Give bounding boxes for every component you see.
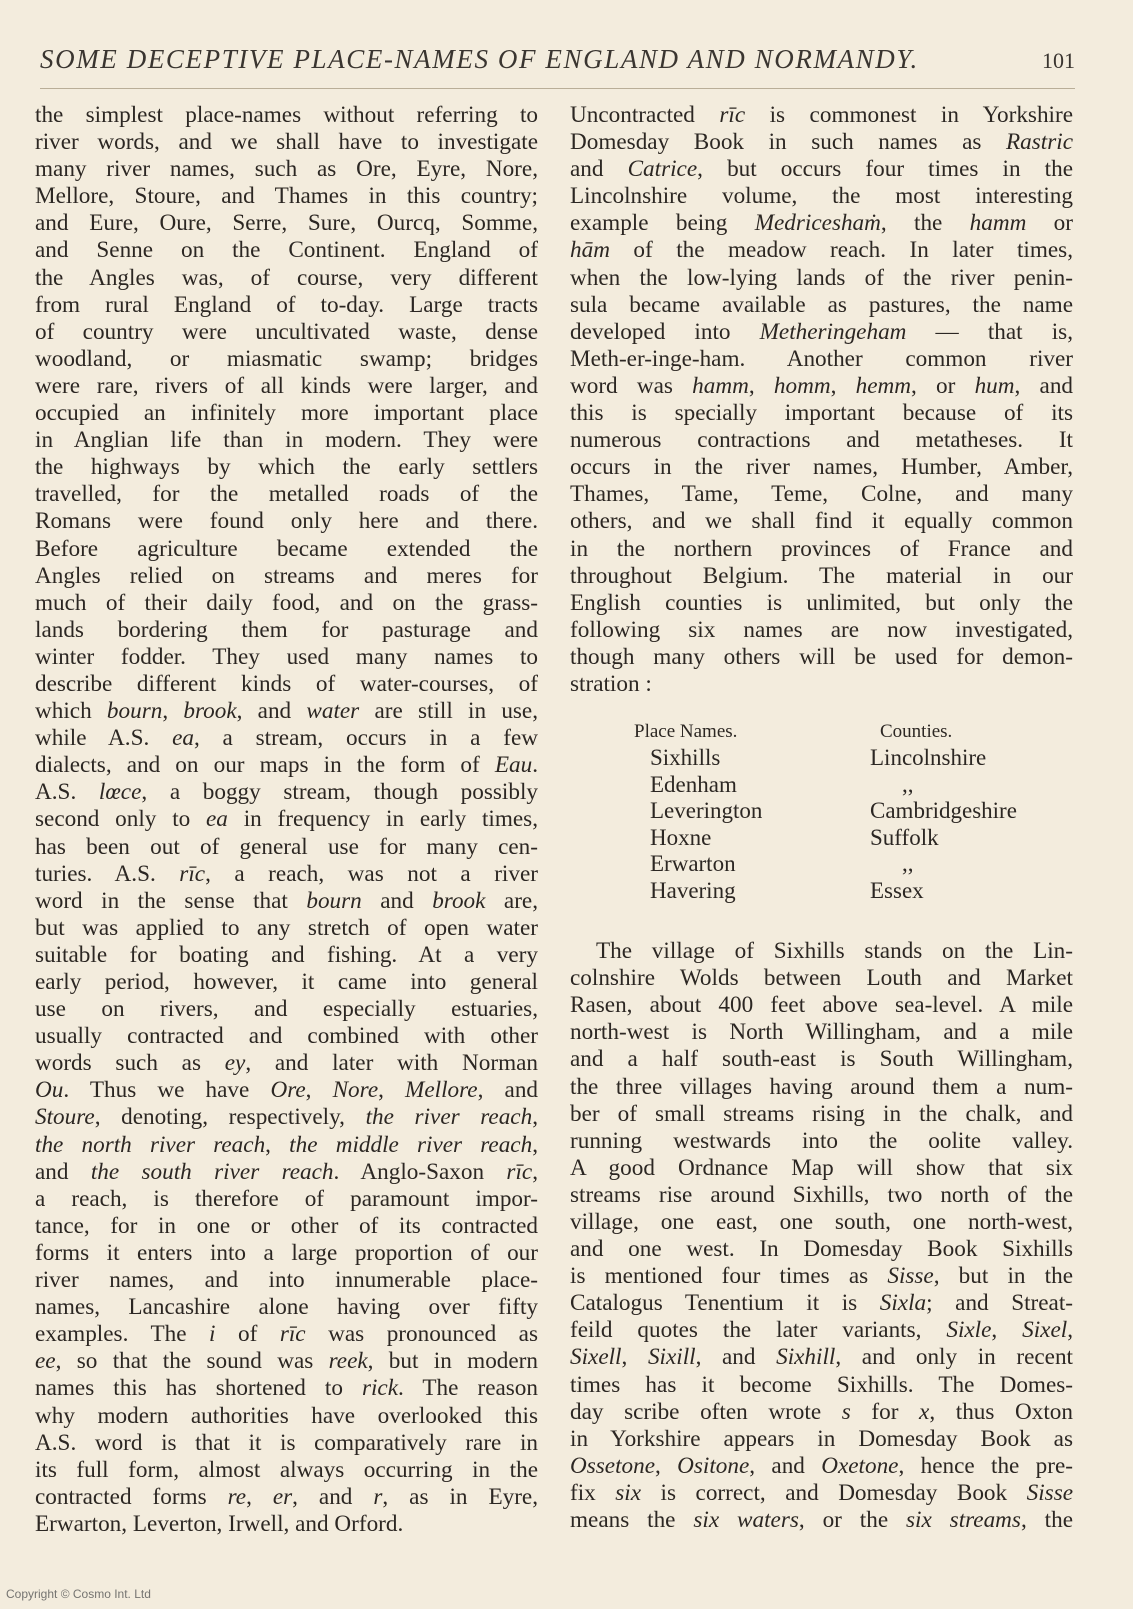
table-header-county: Counties. [880,721,953,743]
county-name: ,, [902,851,914,877]
right-column [570,102,1073,1534]
left-column-line: river words, and we shall have to investigate [35,129,538,156]
left-column-line: Mellore, Stoure, and Thames in this country; [35,183,538,210]
right-column-top-line: following six names are now investigated, [570,616,1073,643]
left-column-line: Angles relied on streams and meres for [35,562,538,589]
right-column-top-line: others, and we shall find it equally common [570,508,1073,535]
right-column-bottom-line: north-west is North Willingham, and a mile [570,1019,1073,1046]
left-column-line: suitable for boating and fishing. At a very [35,941,538,968]
left-column-line: names this has shortened to rick. The reason [35,1375,538,1402]
page-header [40,44,1075,84]
left-column-line: ee, so that the sound was reek, but in modern [35,1348,538,1375]
county-name: Cambridgeshire [870,798,1017,824]
right-column-bottom-line: the three villages having around them a num- [570,1073,1073,1100]
right-column-bottom-line: colnshire Wolds between Louth and Market [570,965,1073,992]
right-column-bottom-line: streams rise around Sixhills, two north of the [570,1181,1073,1208]
left-column-line: Stoure, denoting, respectively, the river reach, [35,1104,538,1131]
table-row [570,744,1073,771]
left-column-line: early period, however, it came into general [35,969,538,995]
right-column-top-line: though many others will be used for demon- [570,643,1073,670]
table-row [570,877,1073,904]
left-column-line: its full form, almost always occurring in the [35,1456,538,1483]
right-column-top-line: sula became available as pastures, the name [570,291,1073,318]
table-row [570,824,1073,851]
left-column-line: word in the sense that bourn and brook are, [35,887,539,914]
county-name: Suffolk [870,824,939,850]
right-column-top-line: developed into Metheringeham — that is, [570,318,1073,345]
right-column-bottom-line: and one west. In Domesday Book Sixhills [570,1236,1073,1263]
left-column-line: A.S. lœce, a boggy stream, though possibly [35,779,538,806]
left-column-line: while A.S. ea, a stream, occurs in a few [35,725,538,752]
right-column-top-line: example being Medriceshaṁ, the hamm or [570,210,1073,237]
left-column-line: contracted forms re, er, and r, as in Eyre, [35,1483,539,1510]
right-column-top [570,102,1073,698]
right-column-bottom-line: in Yorkshire appears in Domesday Book as [570,1425,1073,1452]
right-column-bottom-line: village, one east, one south, one north-west, [570,1209,1073,1235]
left-column-line: and Senne on the Continent. England of [35,237,538,264]
left-column-line: occupied an infinitely more important place [35,400,538,427]
place-name: Hoxne [650,824,712,850]
left-column-line: of country were uncultivated waste, dense [35,318,538,345]
right-column-top-line: this is specially important because of its [570,400,1073,427]
right-column-bottom-line: times has it become Sixhills. The Domes- [570,1371,1073,1398]
place-name: Edenham [650,771,737,797]
right-column-top-line: English counties is unlimited, but only the [570,589,1073,616]
place-names-table [570,718,1073,938]
running-title: SOME DECEPTIVE PLACE-NAMES OF ENGLAND AND NORMANDY. [40,44,919,74]
right-column-bottom-line: fix six is correct, and Domesday Book Sisse [570,1479,1074,1506]
left-column-line: names, Lancashire alone having over fifty [35,1294,538,1321]
left-column-line: were rare, rivers of all kinds were larger, and [35,372,538,399]
right-column-bottom-line: day scribe often wrote s for x, thus Oxton [570,1398,1073,1425]
table-header-place: Place Names. [634,721,738,743]
left-column-line: lands bordering them for pasturage and [35,616,538,643]
left-column-line: usually contracted and combined with other [35,1023,538,1050]
right-column-top-line: numerous contractions and metatheses. It [570,427,1073,454]
right-column-bottom-line: ber of small streams rising in the chalk, and [570,1100,1073,1127]
left-column-line: winter fodder. They used many names to [35,643,538,670]
right-column-top-line: throughout Belgium. The material in our [570,562,1073,589]
place-name: Leverington [650,798,763,824]
left-column-line: tance, for in one or other of its contracted [35,1212,538,1239]
right-column-top-line: word was hamm, homm, hemm, or hum, and [570,372,1074,399]
copyright-watermark: Copyright © Cosmo Int. Ltd [6,1587,151,1601]
right-column-top-line: Domesday Book in such names as Rastric [570,129,1073,156]
left-column-line: Erwarton, Leverton, Irwell, and Orford. [35,1510,404,1537]
left-column-line: many river names, such as Ore, Eyre, Nore, [35,156,538,183]
left-column-line: a reach, is therefore of paramount impor- [35,1185,538,1212]
left-column-line: from rural England of to-day. Large tracts [35,291,538,318]
right-column-bottom-line: Rasen, about 400 feet above sea-level. A mile [570,992,1073,1019]
left-column-line: which bourn, brook, and water are still in use, [35,698,539,725]
left-column-line: and Eure, Oure, Serre, Sure, Ourcq, Somme, [35,210,538,237]
left-column-line: forms it enters into a large proportion of our [35,1239,538,1266]
left-column-line: but was applied to any stretch of open water [35,914,538,941]
right-column-top-line: Uncontracted rīc is commonest in Yorkshire [570,102,1073,128]
right-column-bottom-line: means the six waters, or the six streams, the [570,1507,1073,1534]
table-row [570,771,1073,798]
left-column-line: Before agriculture became extended the [35,535,538,562]
right-column-bottom-line: running westwards into the oolite valley. [570,1127,1073,1154]
right-column-bottom [570,938,1073,1534]
right-column-bottom-line: Catalogus Tenentium it is Sixla; and Streat- [570,1290,1073,1317]
left-column-line: A.S. word is that it is comparatively rare in [35,1429,538,1456]
right-column-bottom-line: is mentioned four times as Sisse, but in the [570,1263,1073,1290]
left-column-line: dialects, and on our maps in the form of Eau. [35,752,538,779]
right-column-top-line: Thames, Tame, Teme, Colne, and many [570,481,1073,508]
left-column-line: and the south river reach. Anglo-Saxon rīc, [35,1158,538,1185]
left-column [35,102,538,1538]
left-column-line: examples. The i of rīc was pronounced as [35,1321,538,1348]
left-column-line: has been out of general use for many cen- [35,833,538,860]
right-column-top-line: when the low-lying lands of the river penin- [570,264,1073,291]
right-column-bottom-line: A good Ordnance Map will show that six [570,1154,1073,1181]
county-name: Lincolnshire [870,745,987,771]
left-column-line: the highways by which the early settlers [35,454,538,481]
county-name: ,, [902,771,914,797]
left-column-line: the north river reach, the middle river reach, [35,1131,538,1158]
place-name: Erwarton [650,851,736,877]
right-column-top-line: Meth-er-inge-ham. Another common river [570,345,1073,372]
left-column-line: the simplest place-names without referring to [35,102,538,128]
left-column-line: woodland, or miasmatic swamp; bridges [35,345,538,372]
left-column-line: Ou. Thus we have Ore, Nore, Mellore, and [35,1077,539,1104]
right-column-bottom-line: feild quotes the later variants, Sixle, Sixel, [570,1317,1073,1344]
left-column-line: use on rivers, and especially estuaries, [35,996,538,1023]
left-column-line: turies. A.S. rīc, a reach, was not a river [35,860,538,887]
right-column-top-line: stration : [570,670,652,697]
place-name: Havering [650,877,736,903]
left-column-line: describe different kinds of water-courses, of [35,670,538,697]
header-rule [40,88,1075,89]
right-column-bottom-line: Sixell, Sixill, and Sixhill, and only in recent [570,1344,1074,1371]
left-column-line: second only to ea in frequency in early times, [35,806,538,833]
right-column-top-line: Lincolnshire volume, the most interesting [570,183,1073,210]
left-column-line: in Anglian life than in modern. They were [35,427,538,454]
right-column-top-line: occurs in the river names, Humber, Amber, [570,454,1073,481]
place-name: Sixhills [650,745,721,771]
left-column-line: travelled, for the metalled roads of the [35,481,538,508]
county-name: Essex [870,877,924,903]
left-column-line: words such as ey, and later with Norman [35,1050,539,1077]
right-column-top-line: and Catrice, but occurs four times in the [570,156,1073,183]
right-column-bottom-line: The village of Sixhills stands on the Lin- [596,938,1073,965]
left-column-line: much of their daily food, and on the grass- [35,589,538,616]
left-column-line: why modern authorities have overlooked this [35,1402,538,1429]
right-column-top-line: in the northern provinces of France and [570,535,1073,562]
table-row [570,797,1073,824]
page-number: 101 [1042,48,1075,73]
left-column-line: the Angles was, of course, very different [35,264,538,291]
left-column-line: river names, and into innumerable place- [35,1267,538,1294]
table-row [570,850,1073,877]
right-column-top-line: hām of the meadow reach. In later times, [570,237,1073,264]
left-column-line: Romans were found only here and there. [35,508,538,535]
right-column-bottom-line: Ossetone, Ositone, and Oxetone, hence the pre- [570,1452,1073,1479]
right-column-bottom-line: and a half south-east is South Willingham, [570,1046,1073,1073]
